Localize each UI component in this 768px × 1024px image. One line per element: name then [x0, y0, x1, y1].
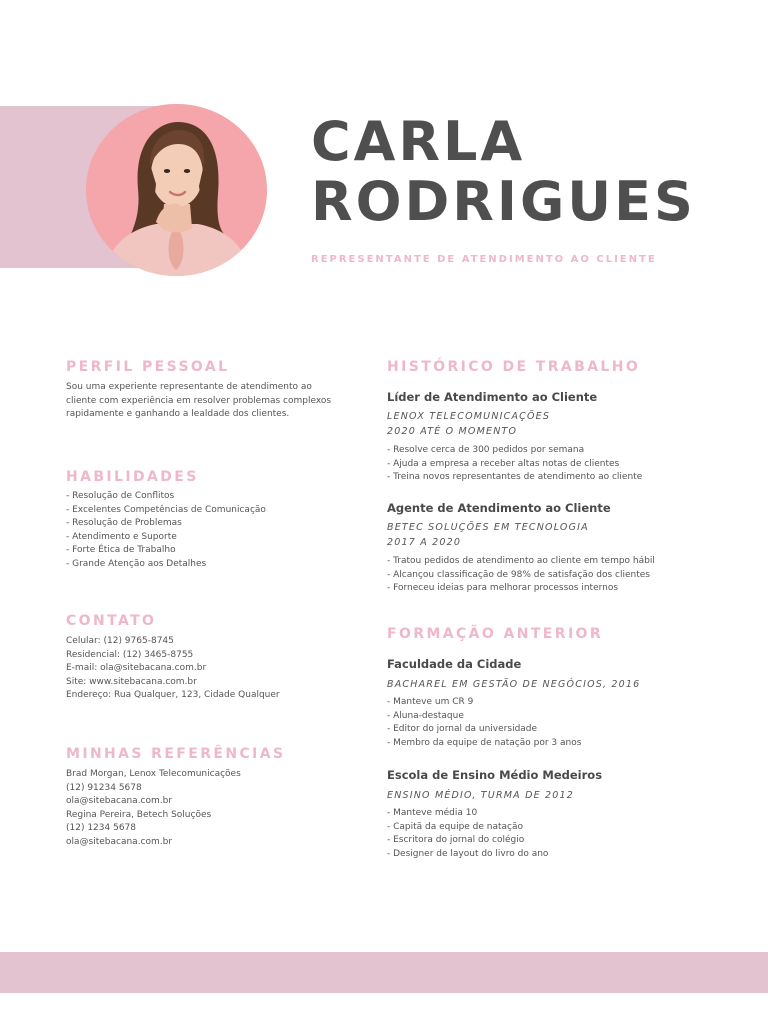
school-detail: ENSINO MÉDIO, TURMA DE 2012: [387, 790, 574, 801]
job-role: Líder de Atendimento ao Cliente: [387, 390, 598, 404]
reference-line: (12) 91234 5678: [66, 782, 142, 793]
school-bullet: - Aluna-destaque: [387, 710, 464, 721]
skill-item: - Resolução de Problemas: [66, 518, 182, 528]
footer-decorative-band: [0, 952, 768, 993]
job-company-period: [387, 520, 589, 550]
skill-item: - Resolução de Conflitos: [66, 491, 175, 501]
section-title-contact: CONTATO: [66, 613, 157, 629]
job-company: LENOX TELECOMUNICAÇÕES: [387, 411, 551, 422]
reference-line: (12) 1234 5678: [66, 823, 137, 833]
school-bullet: - Manteve um CR 9: [387, 697, 474, 707]
candidate-name: [311, 112, 696, 232]
references-list: [66, 768, 241, 849]
job-title: REPRESENTANTE DE ATENDIMENTO AO CLIENTE: [311, 254, 657, 265]
contact-address: Endereço: Rua Qualquer, 123, Cidade Qualquer: [66, 690, 280, 700]
contact-home-phone: Residencial: (12) 3465-8755: [66, 649, 194, 660]
job-bullets: [387, 444, 642, 485]
school-bullets: [387, 696, 581, 750]
profile-text: [66, 381, 331, 422]
school-bullet: - Manteve média 10: [387, 808, 478, 818]
skills-list: [66, 490, 266, 571]
contact-list: [66, 635, 280, 703]
school-bullet: - Designer de layout do livro do ano: [387, 848, 549, 859]
section-title-skills: HABILIDADES: [66, 469, 199, 485]
profile-line: cliente com experiência em resolver problemas complexos: [66, 395, 332, 406]
skill-item: - Excelentes Competências de Comunicação: [66, 504, 266, 515]
job-period: 2017 A 2020: [387, 537, 462, 548]
skill-item: - Atendimento e Suporte: [66, 531, 177, 542]
school-bullet: - Capitã da equipe de natação: [387, 821, 524, 832]
reference-line: Brad Morgan, Lenox Telecomunicações: [66, 769, 241, 779]
reference-line: ola@sitebacana.com.br: [66, 836, 173, 847]
name-second-line: RODRIGUES: [311, 170, 696, 233]
contact-website: Site: www.sitebacana.com.br: [66, 676, 197, 687]
contact-email: E-mail: ola@sitebacana.com.br: [66, 663, 207, 673]
job-period: 2020 ATÉ O MOMENTO: [387, 426, 518, 437]
job-role: Agente de Atendimento ao Cliente: [387, 501, 611, 515]
job-bullets: [387, 555, 655, 596]
school-bullets: [387, 807, 548, 861]
reference-line: ola@sitebacana.com.br: [66, 796, 173, 806]
profile-line: Sou uma experiente representante de atendimento ao: [66, 382, 312, 392]
job-bullet: - Tratou pedidos de atendimento ao cliente em tempo hábil: [387, 556, 655, 566]
job-bullet: - Alcançou classificação de 98% de satisfação dos clientes: [387, 569, 650, 580]
job-company: BETEC SOLUÇÕES EM TECNOLOGIA: [387, 522, 589, 533]
school-name: Escola de Ensino Médio Medeiros: [387, 768, 603, 782]
contact-phone: Celular: (12) 9765-8745: [66, 636, 174, 646]
section-title-profile: PERFIL PESSOAL: [66, 359, 230, 375]
name-first-line: CARLA: [311, 110, 526, 173]
reference-line: Regina Pereira, Betech Soluções: [66, 809, 212, 820]
section-title-education: FORMAÇÃO ANTERIOR: [387, 626, 604, 642]
job-bullet: - Resolve cerca de 300 pedidos por semana: [387, 445, 585, 455]
job-company-period: [387, 409, 550, 439]
profile-photo: [86, 104, 267, 276]
school-detail: BACHAREL EM GESTÃO DE NEGÓCIOS, 2016: [387, 679, 641, 690]
school-bullet: - Membro da equipe de natação por 3 anos: [387, 737, 582, 748]
job-bullet: - Forneceu ideias para melhorar processos internos: [387, 583, 619, 593]
skill-item: - Forte Ética de Trabalho: [66, 545, 176, 555]
profile-line: rapidamente e ganhando a lealdade dos clientes.: [66, 409, 290, 419]
school-name: Faculdade da Cidade: [387, 657, 522, 671]
skill-item: - Grande Atenção aos Detalhes: [66, 558, 207, 569]
job-bullet: - Treina novos representantes de atendimento ao cliente: [387, 472, 643, 482]
section-title-references: MINHAS REFERÊNCIAS: [66, 746, 286, 762]
job-bullet: - Ajuda a empresa a receber altas notas de clientes: [387, 458, 620, 469]
school-bullet: - Editor do jornal da universidade: [387, 724, 538, 734]
section-title-work-history: HISTÓRICO DE TRABALHO: [387, 359, 641, 375]
school-bullet: - Escritora do jornal do colégio: [387, 835, 525, 845]
